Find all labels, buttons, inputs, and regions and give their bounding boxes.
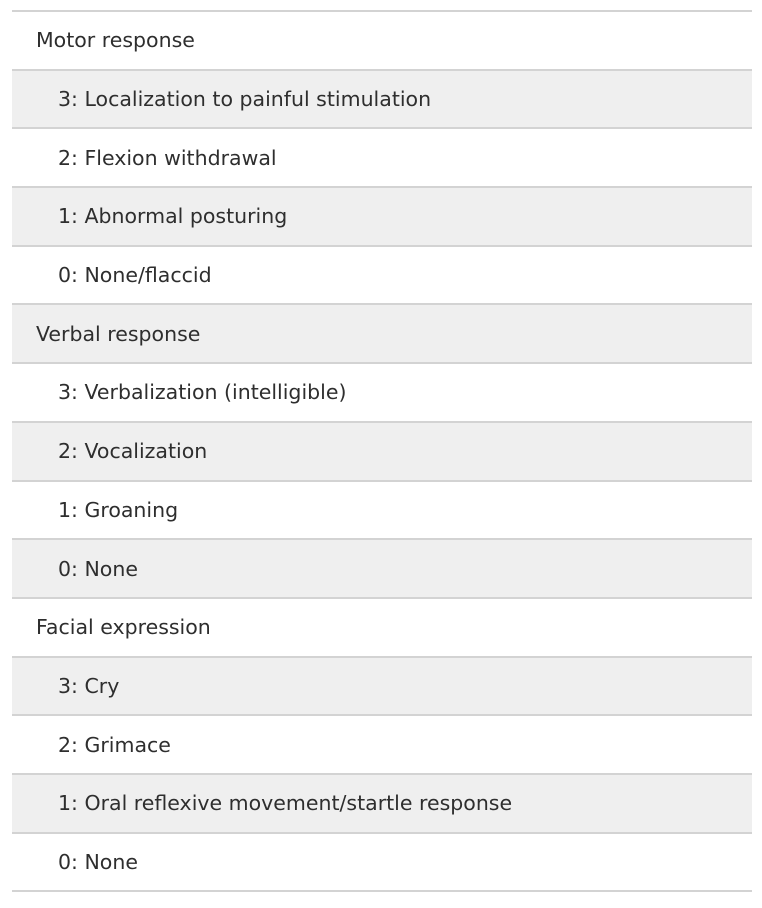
section-header-verbal: Verbal response [12, 305, 752, 364]
option-verbal-2[interactable]: 2: Vocalization [12, 423, 752, 482]
option-facial-0[interactable]: 0: None [12, 834, 752, 893]
option-facial-3[interactable]: 3: Cry [12, 658, 752, 717]
option-motor-0[interactable]: 0: None/flaccid [12, 247, 752, 306]
section-header-facial: Facial expression [12, 599, 752, 658]
option-motor-3[interactable]: 3: Localization to painful stimulation [12, 71, 752, 130]
option-facial-1[interactable]: 1: Oral reflexive movement/startle response [12, 775, 752, 834]
option-facial-2[interactable]: 2: Grimace [12, 716, 752, 775]
option-verbal-1[interactable]: 1: Groaning [12, 482, 752, 541]
option-verbal-0[interactable]: 0: None [12, 540, 752, 599]
section-header-motor: Motor response [12, 12, 752, 71]
option-motor-2[interactable]: 2: Flexion withdrawal [12, 129, 752, 188]
option-motor-1[interactable]: 1: Abnormal posturing [12, 188, 752, 247]
scoring-table [12, 10, 752, 892]
option-verbal-3[interactable]: 3: Verbalization (intelligible) [12, 364, 752, 423]
